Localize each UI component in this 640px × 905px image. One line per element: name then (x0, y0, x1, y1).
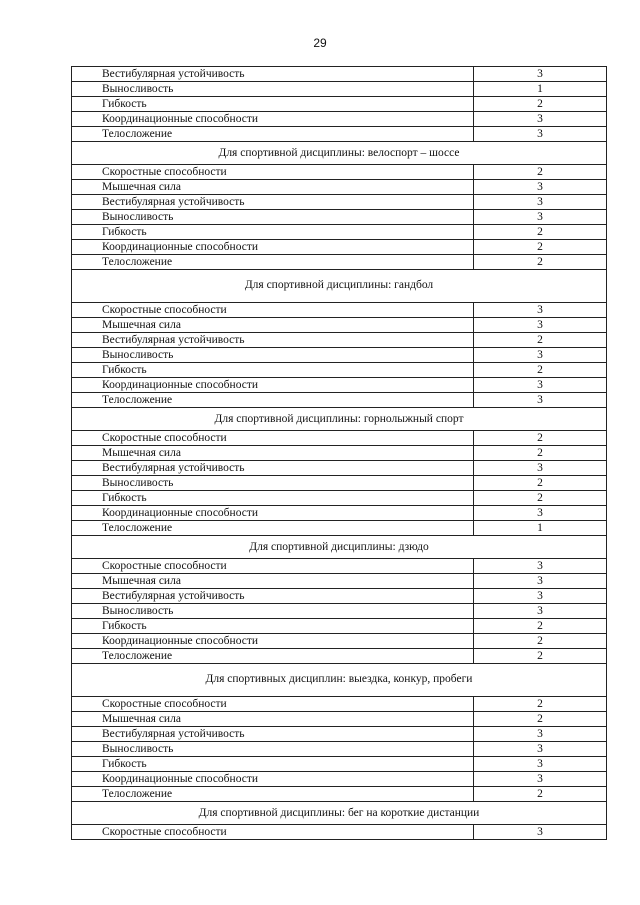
quality-label: Гибкость (72, 363, 474, 378)
quality-label: Скоростные способности (72, 303, 474, 318)
quality-label: Вестибулярная устойчивость (72, 589, 474, 604)
quality-score: 3 (474, 127, 607, 142)
table-row (72, 727, 607, 742)
quality-score: 2 (474, 446, 607, 461)
quality-label: Вестибулярная устойчивость (72, 727, 474, 742)
table-row (72, 476, 607, 491)
quality-score: 3 (474, 303, 607, 318)
section-heading-row (72, 408, 607, 431)
table-row (72, 559, 607, 574)
quality-label: Мышечная сила (72, 446, 474, 461)
quality-score: 2 (474, 333, 607, 348)
table-row (72, 348, 607, 363)
quality-score: 3 (474, 742, 607, 757)
section-heading: Для спортивной дисциплины: дзюдо (72, 536, 607, 559)
table-row (72, 604, 607, 619)
quality-score: 3 (474, 574, 607, 589)
quality-label: Телосложение (72, 255, 474, 270)
quality-label: Телосложение (72, 521, 474, 536)
table-row (72, 127, 607, 142)
table-row (72, 363, 607, 378)
section-heading: Для спортивной дисциплины: гандбол (72, 270, 607, 303)
quality-label: Скоростные способности (72, 165, 474, 180)
table-row (72, 240, 607, 255)
quality-label: Телосложение (72, 787, 474, 802)
table-row (72, 697, 607, 712)
quality-score: 3 (474, 772, 607, 787)
quality-score: 3 (474, 589, 607, 604)
table-row (72, 825, 607, 840)
table-row (72, 649, 607, 664)
section-heading: Для спортивной дисциплины: бег на короткие дистанции (72, 802, 607, 825)
quality-score: 3 (474, 112, 607, 127)
page-number: 29 (313, 36, 327, 50)
table-row (72, 634, 607, 649)
quality-label: Выносливость (72, 604, 474, 619)
table-row (72, 491, 607, 506)
quality-score: 2 (474, 634, 607, 649)
quality-score: 2 (474, 787, 607, 802)
table-row (72, 112, 607, 127)
quality-label: Гибкость (72, 225, 474, 240)
quality-score: 3 (474, 180, 607, 195)
quality-label: Скоростные способности (72, 559, 474, 574)
quality-label: Координационные способности (72, 240, 474, 255)
quality-score: 3 (474, 727, 607, 742)
quality-score: 3 (474, 318, 607, 333)
table-row (72, 210, 607, 225)
quality-score: 3 (474, 604, 607, 619)
table-row (72, 506, 607, 521)
quality-score: 2 (474, 255, 607, 270)
table-row (72, 446, 607, 461)
quality-label: Координационные способности (72, 634, 474, 649)
section-heading-row (72, 802, 607, 825)
quality-score: 2 (474, 97, 607, 112)
quality-label: Вестибулярная устойчивость (72, 333, 474, 348)
table-row (72, 195, 607, 210)
quality-score: 2 (474, 431, 607, 446)
table-row (72, 772, 607, 787)
quality-score: 3 (474, 559, 607, 574)
quality-label: Скоростные способности (72, 825, 474, 840)
quality-score: 3 (474, 757, 607, 772)
section-heading: Для спортивных дисциплин: выездка, конкур, пробеги (72, 664, 607, 697)
table-row (72, 787, 607, 802)
quality-label: Выносливость (72, 210, 474, 225)
section-heading-row (72, 270, 607, 303)
quality-score: 3 (474, 506, 607, 521)
table-row (72, 82, 607, 97)
quality-label: Координационные способности (72, 772, 474, 787)
table-row (72, 255, 607, 270)
quality-label: Телосложение (72, 127, 474, 142)
table-row (72, 757, 607, 772)
section-heading-row (72, 536, 607, 559)
table-row (72, 712, 607, 727)
table-row (72, 431, 607, 446)
table-row (72, 67, 607, 82)
quality-label: Выносливость (72, 348, 474, 363)
quality-label: Скоростные способности (72, 431, 474, 446)
quality-score: 1 (474, 82, 607, 97)
quality-label: Вестибулярная устойчивость (72, 67, 474, 82)
quality-label: Мышечная сила (72, 180, 474, 195)
table-row (72, 574, 607, 589)
quality-label: Координационные способности (72, 506, 474, 521)
quality-score: 2 (474, 619, 607, 634)
quality-label: Координационные способности (72, 378, 474, 393)
section-heading: Для спортивной дисциплины: горнолыжный спорт (72, 408, 607, 431)
quality-label: Гибкость (72, 97, 474, 112)
table-row (72, 589, 607, 604)
table-body (72, 67, 607, 840)
quality-score: 3 (474, 825, 607, 840)
quality-score: 2 (474, 240, 607, 255)
quality-label: Гибкость (72, 491, 474, 506)
quality-score: 2 (474, 491, 607, 506)
quality-score: 2 (474, 697, 607, 712)
quality-score: 3 (474, 195, 607, 210)
table-row (72, 165, 607, 180)
quality-label: Выносливость (72, 82, 474, 97)
quality-score: 2 (474, 476, 607, 491)
quality-score: 2 (474, 165, 607, 180)
quality-label: Гибкость (72, 619, 474, 634)
quality-score: 2 (474, 225, 607, 240)
quality-label: Скоростные способности (72, 697, 474, 712)
table-row (72, 318, 607, 333)
section-heading-row (72, 142, 607, 165)
section-heading: Для спортивной дисциплины: велоспорт – шоссе (72, 142, 607, 165)
quality-label: Выносливость (72, 476, 474, 491)
quality-score: 2 (474, 712, 607, 727)
table-row (72, 393, 607, 408)
quality-label: Гибкость (72, 757, 474, 772)
quality-label: Мышечная сила (72, 318, 474, 333)
quality-score: 3 (474, 210, 607, 225)
table-row (72, 521, 607, 536)
quality-score: 2 (474, 649, 607, 664)
quality-label: Выносливость (72, 742, 474, 757)
quality-score: 3 (474, 378, 607, 393)
table-row (72, 180, 607, 195)
table-row (72, 97, 607, 112)
table-row (72, 461, 607, 476)
section-heading-row (72, 664, 607, 697)
quality-label: Вестибулярная устойчивость (72, 195, 474, 210)
quality-score: 1 (474, 521, 607, 536)
table-row (72, 742, 607, 757)
quality-score: 3 (474, 67, 607, 82)
quality-score: 2 (474, 363, 607, 378)
quality-label: Вестибулярная устойчивость (72, 461, 474, 476)
quality-label: Мышечная сила (72, 712, 474, 727)
quality-label: Телосложение (72, 649, 474, 664)
quality-score: 3 (474, 461, 607, 476)
quality-label: Телосложение (72, 393, 474, 408)
quality-label: Мышечная сила (72, 574, 474, 589)
table-row (72, 225, 607, 240)
table-row (72, 378, 607, 393)
table-row (72, 303, 607, 318)
quality-score: 3 (474, 348, 607, 363)
table-row (72, 619, 607, 634)
quality-score: 3 (474, 393, 607, 408)
quality-label: Координационные способности (72, 112, 474, 127)
qualities-table (71, 66, 607, 840)
table-row (72, 333, 607, 348)
